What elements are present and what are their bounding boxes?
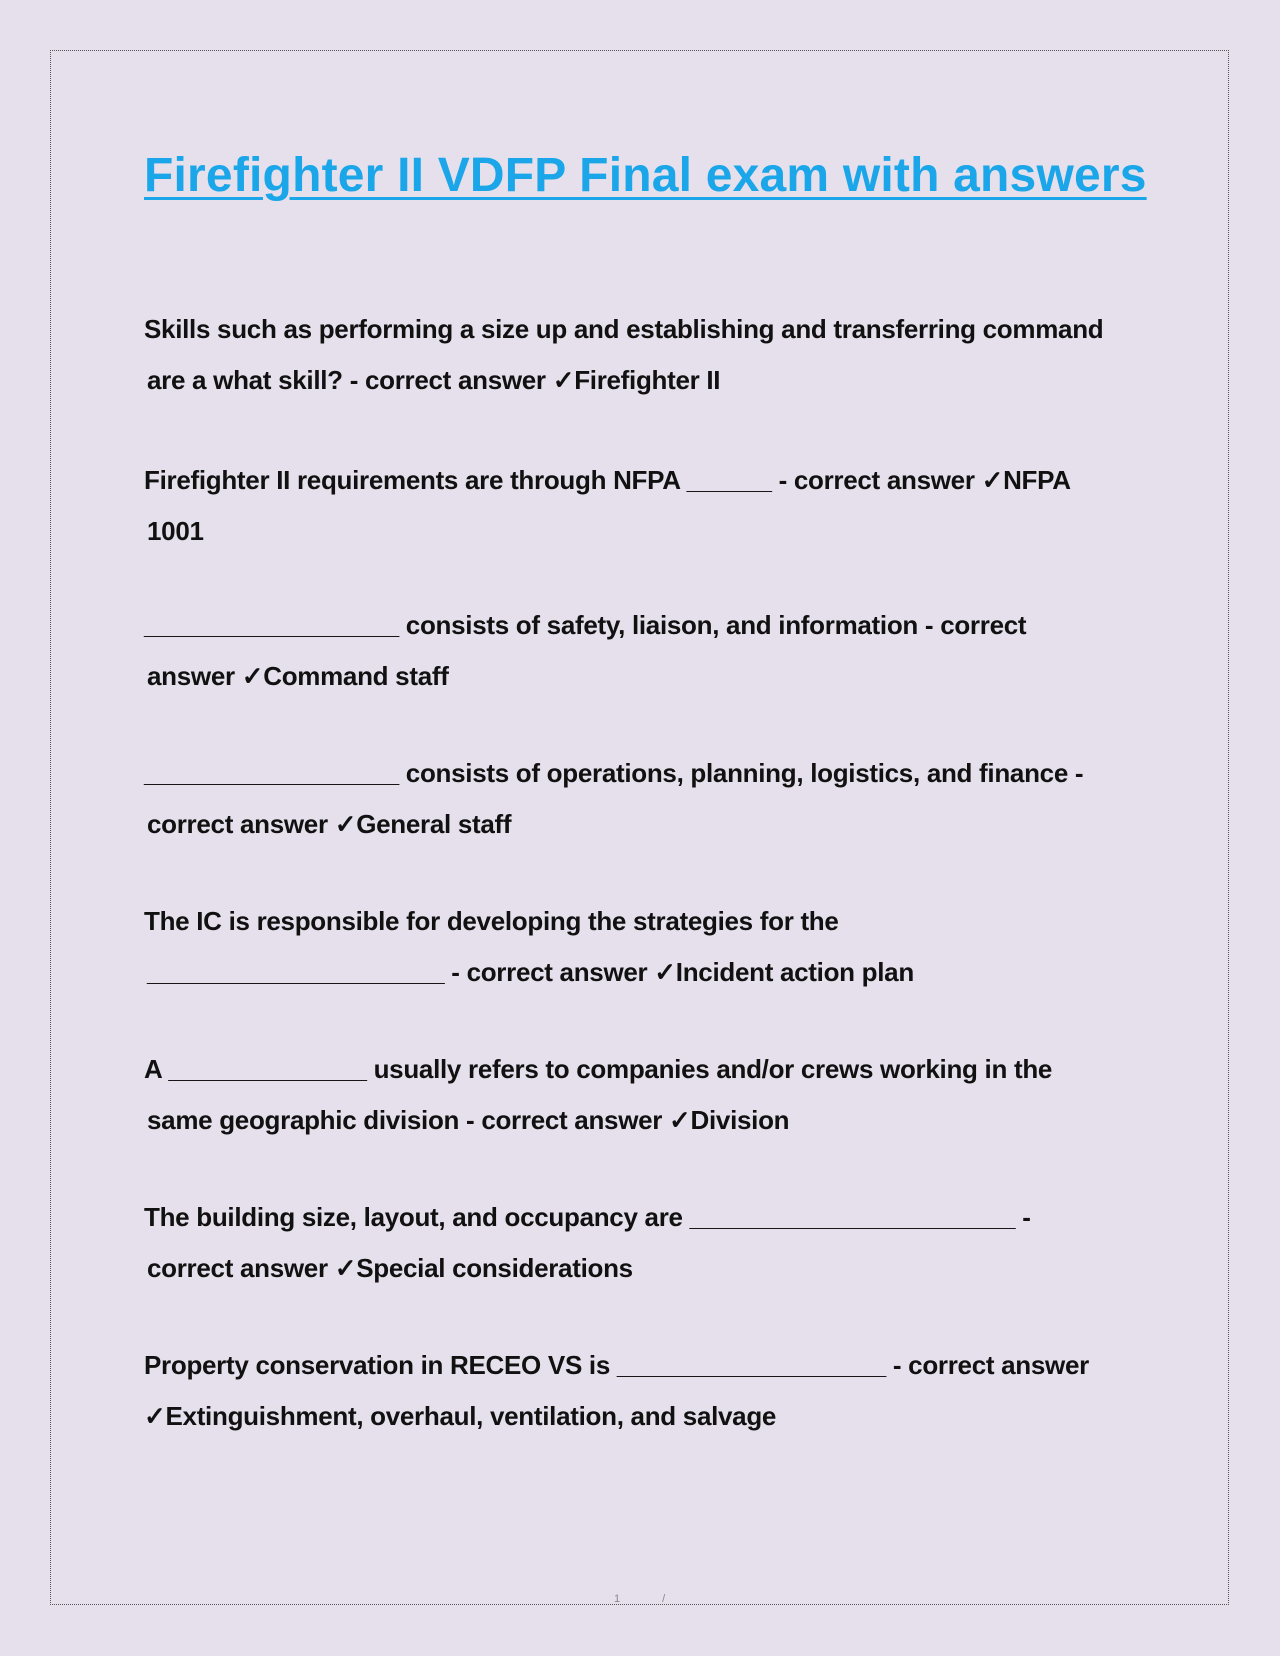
answer-text: Special considerations	[356, 1253, 633, 1283]
qa-item-8	[144, 1340, 1160, 1442]
check-icon: ✓	[669, 1105, 691, 1135]
page-footer	[614, 1593, 665, 1605]
question-text: are a what skill? - correct answer	[147, 365, 553, 395]
qa-item-3	[144, 600, 1160, 702]
answer-text: Firefighter II	[574, 365, 721, 395]
page-separator: /	[662, 1593, 666, 1605]
question-line-2	[144, 355, 1160, 406]
check-icon: ✓	[334, 1253, 357, 1283]
question-text: The building size, layout, and occupancy are _______________________ -	[144, 1202, 1031, 1232]
question-line-2	[144, 1243, 1160, 1294]
question-text: correct answer	[147, 1253, 335, 1283]
answer-text: General staff	[356, 809, 512, 839]
question-text: correct answer	[147, 809, 335, 839]
answer-text: Division	[690, 1105, 790, 1135]
question-text: _____________________ - correct answer	[147, 957, 655, 987]
qa-item-6	[144, 1044, 1160, 1146]
question-line-2	[144, 1095, 1160, 1146]
check-icon: ✓	[241, 661, 264, 691]
qa-item-5	[144, 896, 1160, 998]
question-text: Firefighter II requirements are through NFPA ______ - correct answer	[144, 465, 982, 495]
answer-text: Extinguishment, overhaul, ventilation, and salvage	[165, 1401, 777, 1431]
question-text: The IC is responsible for developing the strategies for the	[144, 906, 839, 936]
question-line-2	[144, 651, 1160, 702]
qa-item-7	[144, 1192, 1160, 1294]
question-text: __________________ consists of safety, liaison, and information - correct	[144, 610, 1027, 640]
answer-text: 1001	[147, 516, 204, 546]
question-line-2	[144, 947, 1160, 998]
question-text: Property conservation in RECEO VS is ___________________ - correct answer	[144, 1350, 1089, 1380]
question-text: __________________ consists of operations, planning, logistics, and finance -	[144, 758, 1084, 788]
question-line-2	[144, 799, 1160, 850]
qa-item-1	[144, 304, 1160, 406]
check-icon: ✓	[144, 1401, 166, 1431]
page-number: 1	[614, 1593, 621, 1605]
question-text: Skills such as performing a size up and establishing and transferring command	[144, 314, 1104, 344]
check-icon: ✓	[334, 809, 357, 839]
answer-text: NFPA	[1003, 465, 1071, 495]
qa-item-2	[144, 455, 1160, 557]
question-text: answer	[147, 661, 242, 691]
answer-line-2	[144, 1391, 1160, 1442]
question-text: same geographic division - correct answer	[147, 1105, 670, 1135]
check-icon: ✓	[654, 957, 676, 987]
answer-text: Incident action plan	[675, 957, 914, 987]
check-icon: ✓	[552, 365, 575, 395]
answer-line-2	[144, 506, 1160, 557]
document-title: Firefighter II VDFP Final exam with answers	[144, 149, 1147, 202]
question-text: A ______________ usually refers to companies and/or crews working in the	[144, 1054, 1053, 1084]
qa-item-4	[144, 748, 1160, 850]
answer-text: Command staff	[263, 661, 449, 691]
check-icon: ✓	[981, 465, 1004, 495]
